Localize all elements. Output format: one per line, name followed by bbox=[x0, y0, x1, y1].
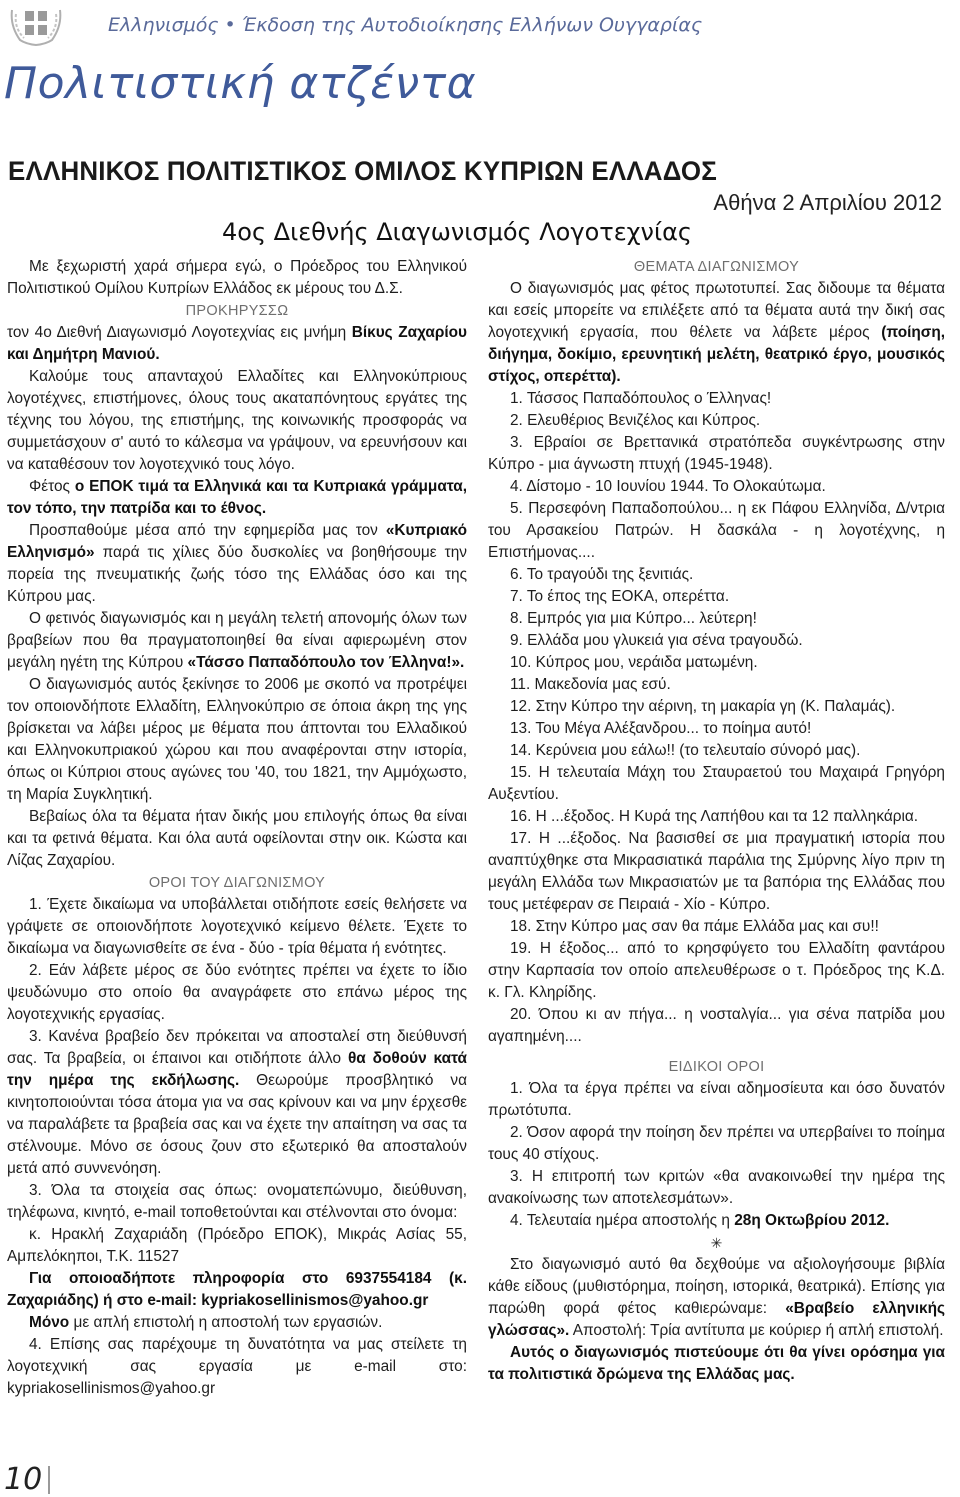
theme-item: 3. Εβραίοι σε Βρεττανικά στρατόπεδα συγκέντρωσης στην Κύπρο - μια άγνωστη πτυχή (1945-1948). bbox=[488, 434, 945, 473]
theme-item: 8. Εμπρός για μια Κύπρο... λεύτερη! bbox=[510, 610, 757, 627]
term-1: 1. Έχετε δικαίωμα να υποβάλλεται οτιδήποτε εσείς θελήσετε να γράψετε σε οποιονδήποτε λογοτεχνικό κείμενο θέλετε. Έχετε το δικαίωμα να διαγωνισθείτε σε ένα - δύο - τρία θέματα ή ενότητες. bbox=[7, 896, 467, 957]
theme-item: 16. Η ...έξοδος. Η Κυρά της Λαπήθου και τα 12 παλληκάρια. bbox=[510, 808, 919, 825]
invitation-paragraph: Καλούμε τους απανταχού Ελλαδίτες και Ελληνοκύπριους λογοτέχνες, επιστήμονες, όλους τους ακαταπόνητους εργάτες της τέχνης του λόγου, της επιστήμης, της κοινωνικής προσφοράς να συμμετάσχουν σ' αυτό το κάλεσμα να γράψουν, να ερευνήσουν και να καταθέσουν τον λογοτεχνικό τους λόγο. bbox=[7, 368, 467, 473]
ceremony-paragraph: Ο φετινός διαγωνισμός και η μεγάλη τελετή απονομής όλων των βραβείων που θα πραγματοποιηθεί θα είναι αφιερωμένη στον μεγάλη ηγέτη της Κύπρου «Τάσσο Παπαδόπουλο τον Έλληνα!». bbox=[7, 610, 467, 671]
footer-divider bbox=[48, 1466, 50, 1494]
theme-item: 11. Μακεδονία μας εσύ. bbox=[510, 676, 671, 693]
theme-item: 4. Δίστομο - 10 Ιουνίου 1944. Το Ολοκαύτωμα. bbox=[510, 478, 826, 495]
themes-heading: ΘΕΜΑΤΑ ΔΙΑΓΩΝΙΣΜΟΥ bbox=[633, 259, 800, 275]
theme-item: 1. Τάσσος Παπαδόπουλος ο Έλληνας! bbox=[510, 390, 772, 407]
mail-only-line: Μόνο με απλή επιστολή η αποστολή των εργασιών. bbox=[29, 1314, 383, 1331]
theme-item: 18. Στην Κύπρο μας σαν θα πάμε Ελλάδα μας και συ!! bbox=[510, 918, 879, 935]
page-header bbox=[0, 0, 960, 50]
mailing-address: κ. Ηρακλή Ζαχαριάδη (Πρόεδρο ΕΠΟΚ), Μικράς Ασίας 55, Αμπελόκηποι, Τ.Κ. 11527 bbox=[7, 1226, 467, 1265]
term-contact-details: 3. Όλα τα στοιχεία σας όπως: ονοματεπώνυμο, διεύθυνση, τηλέφωνα, κινητό, e-mail τοποθετούνται και στέλνονται στο όνομα: bbox=[7, 1182, 467, 1221]
history-paragraph: Ο διαγωνισμός αυτός ξεκίνησε το 2006 με σκοπό να προτρέψει τον οποιονδήποτε Ελλαδίτη, Ελληνοκύπριο σε όποια άκρη της γης βρίσκεται να λάβει μέρος με θέματα που άπτονται του Ελλαδικού και Ελληνοκυπριακού χώρου και που αναφέρονται στην ιστορία, όπως οι Κύπριοι στους αγώνες του '40, του 1821, την Αμμόχωστο, τη Μαρία Συγκλητική. bbox=[7, 676, 467, 803]
publication-name: Ελληνισμός • Έκδοση της Αυτοδιοίκησης Ελλήνων Ουγγαρίας bbox=[108, 14, 703, 36]
article-date: Αθήνα 2 Απριλίου 2012 bbox=[713, 190, 942, 215]
theme-item: 19. Η έξοδος... από το κρησφύγετο του Ελλαδίτη φαντάρου στην Καρπασία τον οποίο απελευθέρωσε ο τ. Πρόεδρος της Κ.Δ. κ. Γλ. Κληρίδης. bbox=[488, 940, 945, 1001]
asterisk-separator: ✳ bbox=[710, 1235, 723, 1251]
email-submission-line: 4. Επίσης σας παρέχουμε τη δυνατότητα να μας στείλετε τη λογοτεχνική σας εργασία με e-mail στο: kypriakosellinismos@yahoo.gr bbox=[7, 1336, 467, 1397]
page-number: 10 bbox=[4, 1462, 43, 1497]
greek-emblem-icon bbox=[8, 4, 64, 46]
theme-item: 15. Η τελευταία Μάχη του Σταυραετού του Μαχαιρά Γρηγόρη Αυξεντίου. bbox=[488, 764, 945, 803]
term-3: 3. Κανένα βραβείο δεν πρόκειται να αποσταλεί στη διεύθυνσή σας. Τα βραβεία, οι έπαινοι και οτιδήποτε άλλο θα δοθούν κατά την ημέρα της εκδήλωσης. Θεωρούμε προσβλητικό να κινητοποιούνται τόσα άτομα για να σας κρίνουν και να μην έρχεσθε να παραλάβετε τα βραβεία σας και να έχετε την απαίτηση να σας τα στέλνουμε. Μόνο σε όσους ζουν στο εξωτερικό θα αποσταλούν μετά από συννενόηση. bbox=[7, 1028, 467, 1177]
competition-title: 4ος Διεθνής Διαγωνισμός Λογοτεχνίας bbox=[222, 218, 692, 246]
theme-item: 20. Όπου κι αν πήγα... η νοσταλγία... για σένα πατρίδα μου αγαπημένη.... bbox=[488, 1006, 945, 1045]
terms-heading: ΟΡΟΙ ΤΟΥ ΔΙΑΓΩΝΙΣΜΟΥ bbox=[148, 875, 326, 891]
term-2: 2. Εάν λάβετε μέρος σε δύο ενότητες πρέπει να έχετε το ίδιο ψευδώνυμο στο οποίο θα αναγράφετε στο επάνω μέρος της λογοτεχνικής εργασίας. bbox=[7, 962, 467, 1023]
themes-intro: Ο διαγωνισμός μας φέτος πρωτοτυπεί. Σας διδουμε τα θέματα και εσείς μπορείτε να επιλέξετε από τα θέματα αυτά την δική σας λογοτεχνική εργασία, που θέλετε να λάβετε μέρος (ποίηση, διήγημα, δοκίμιο, ερευνητική μελέτη, θεατρικό έργο, μουσικός στίχος, οπερέττα). bbox=[488, 280, 945, 385]
theme-item: 5. Περσεφόνη Παπαδοπούλου... η εκ Πάφου Ελληνίδα, Δ/ντρια του Αρσακείου Πατρών. Η δασκάλα - η λογοτέχνης, η Επιστήμονας.... bbox=[488, 500, 945, 561]
theme-item: 2. Ελευθέριος Βενιζέλος και Κύπρος. bbox=[510, 412, 761, 429]
special-terms-heading: ΕΙΔΙΚΟΙ ΟΡΟΙ bbox=[668, 1059, 765, 1075]
theme-item: 10. Κύπρος μου, νεράιδα ματωμένη. bbox=[510, 654, 758, 671]
intro-paragraph: Με ξεχωριστή χαρά σήμερα εγώ, ο Πρόεδρος του Ελληνικού Πολιτιστικού Ομίλου Κυπρίων Ελλάδος εκ μέρους του Δ.Σ. bbox=[7, 258, 467, 297]
theme-item: 9. Ελλάδα μου γλυκειά για σένα τραγουδώ. bbox=[510, 632, 803, 649]
newspaper-paragraph: Προσπαθούμε μέσα από την εφημερίδα μας τον «Κυπριακό Ελληνισμό» παρά τις χίλιες δύο δυσκολίες να βοηθήσουμε την πορεία της πνευματικής ζωής τόσο της Ελλάδας όσο και της Κύπρου μας. bbox=[7, 522, 467, 605]
memorial-paragraph: τον 4ο Διεθνή Διαγωνισμό Λογοτεχνίας εις μνήμη Βίκυς Ζαχαρίου και Δημήτρη Μανιού. bbox=[7, 324, 468, 363]
themes-choice-paragraph: Βεβαίως όλα τα θέματα ήταν δικής μου επιλογής όπως θα είναι και τα φετινά θέματα. Και όλα αυτά οφείλονται στην οικ. Κώστα και Λίζας Ζαχαρίου. bbox=[7, 808, 467, 869]
special-term-1: 1. Όλα τα έργα πρέπει να είναι αδημοσίευτα και όσο δυνατόν πρωτότυπα. bbox=[488, 1080, 945, 1119]
organization-title: ΕΛΛΗΝΙΚΟΣ ΠΟΛΙΤΙΣΤΙΚΟΣ ΟΜΙΛΟΣ ΚΥΠΡΙΩΝ ΕΛΛΑΔΟΣ bbox=[8, 156, 717, 186]
right-column bbox=[488, 256, 945, 1386]
special-term-2: 2. Όσον αφορά την ποίηση δεν πρέπει να υπερβαίνει το ποίημα τους 40 στίχους. bbox=[488, 1124, 945, 1163]
info-line: Για οποιοαδήποτε πληροφορία στο 6937554184 (κ. Ζαχαριάδης) ή στο e-mail: kypriakosellinismos@yahoo.gr bbox=[7, 1270, 467, 1309]
special-term-3: 3. Η επιτροπή των κριτών «θα ανακοινωθεί την ημέρα της ανακοίνωσης των αποτελεσμάτων». bbox=[488, 1168, 945, 1207]
theme-item: 17. Η ...έξοδος. Να βασισθεί σε μια πραγματική ιστορία που αναπτύχθηκε στα Μικρασιατικά παράλια της Σμύρνης λίγο πριν τη μεγάλη Ελλάδα των Μικρασιατών με τα βαπόρια της Ελλάδας που τους μετέφεραν σε Πειραιά - Χίο - Κύπρο. bbox=[488, 830, 945, 913]
theme-item: 7. Το έπος της ΕΟΚΑ, οπερέττα. bbox=[510, 588, 730, 605]
special-term-4: 4. Τελευταία ημέρα αποστολής η 28η Οκτωβρίου 2012. bbox=[510, 1212, 890, 1229]
theme-item: 13. Του Μέγα Αλέξανδρου... το ποίημα αυτό! bbox=[510, 720, 812, 737]
honor-paragraph: Φέτος ο ΕΠΟΚ τιμά τα Ελληνικά και τα Κυπριακά γράμματα, τον τόπο, την πατρίδα και το έθνος. bbox=[7, 478, 467, 517]
closing-statement: Αυτός ο διαγωνισμός πιστεύουμε ότι θα γίνει ορόσημα για τα πολιτιστικά δρώμενα της Ελλάδας μας. bbox=[488, 1344, 945, 1383]
theme-item: 12. Στην Κύπρο την αέρινη, τη μακαρία γη (Κ. Παλαμάς). bbox=[510, 698, 896, 715]
left-column bbox=[7, 256, 467, 1400]
section-title: Πολιτιστική ατζέντα bbox=[4, 58, 477, 109]
books-paragraph: Στο διαγωνισμό αυτό θα δεχθούμε να αξιολογήσουμε βιβλία κάθε είδους (μυθιστόρημα, ποίηση, ιστορικά, θεατρικά). Επίσης για παρώθη φορά φέτος καθιερώναμε: «Βραβείο ελληνικής γλώσσας». Αποστολή: Τρία αντίτυπα με κούριερ ή απλή επιστολή. bbox=[488, 1256, 945, 1339]
theme-item: 6. Το τραγούδι της ξενιτιάς. bbox=[510, 566, 694, 583]
proclaim-heading: ΠΡΟΚΗΡΥΣΣΩ bbox=[185, 303, 289, 319]
theme-item: 14. Κερύνεια μου εάλω!! (το τελευταίο σύνορό μας). bbox=[510, 742, 861, 759]
